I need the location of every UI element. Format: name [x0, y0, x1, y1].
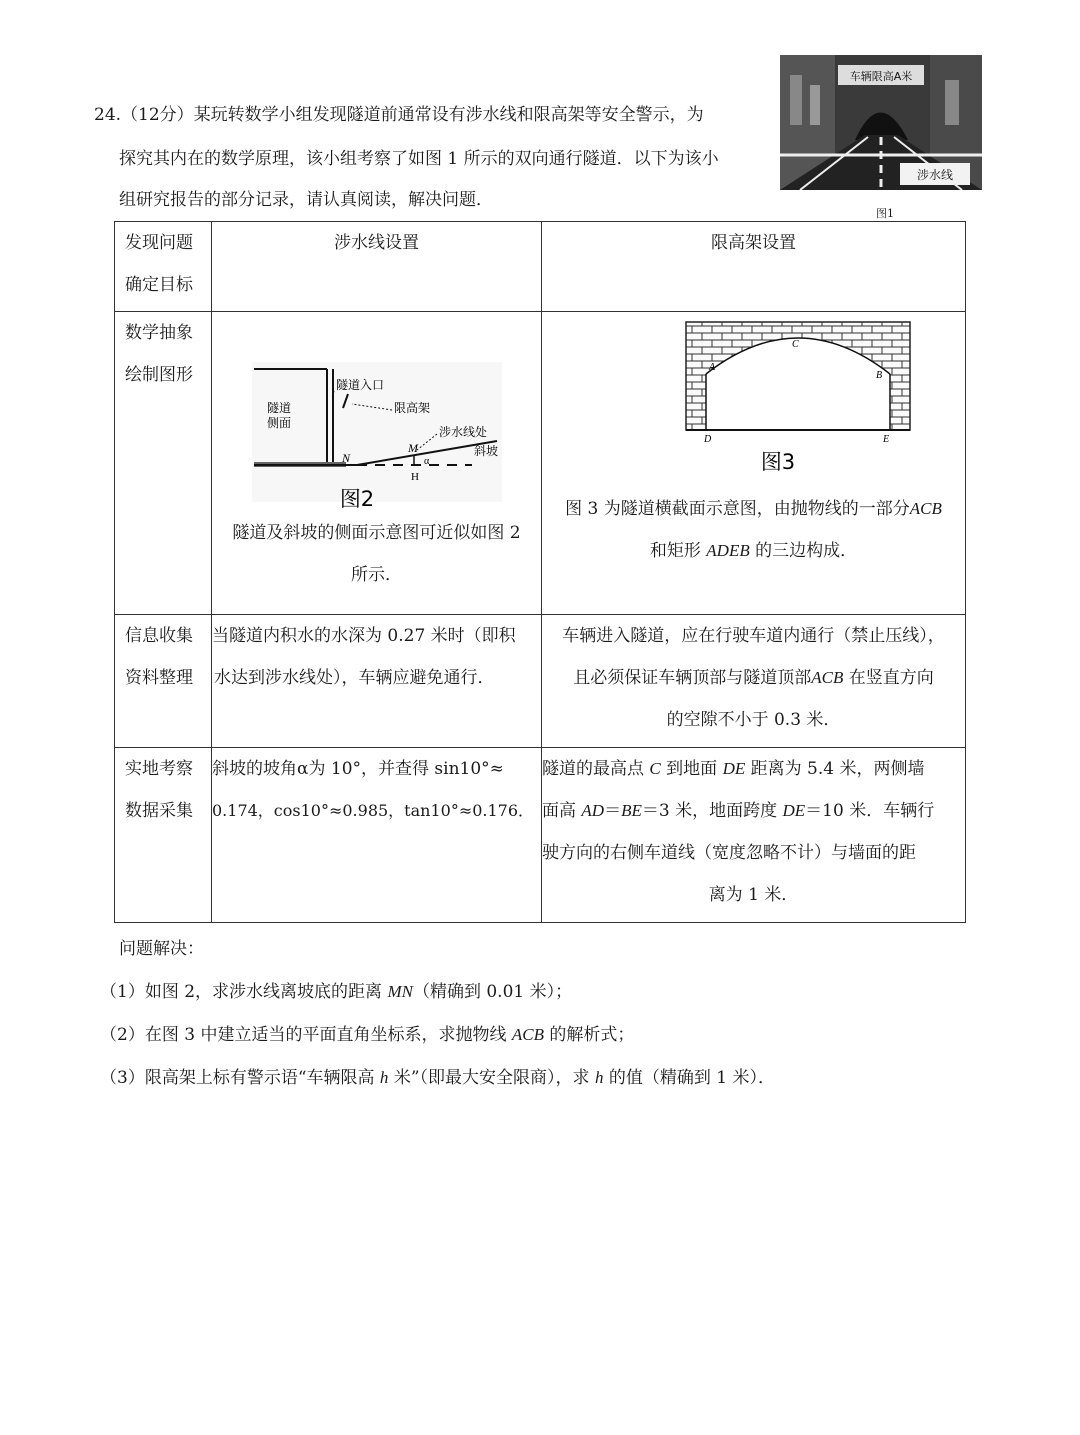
- col-header-water: 涉水线设置: [212, 222, 542, 312]
- fig2-label-tunnel-side: 隧道: [267, 401, 292, 415]
- table-row: [115, 222, 966, 312]
- table-row: [115, 615, 966, 748]
- row-head: 信息收集 资料整理: [115, 615, 212, 748]
- info-height-cell: 车辆进入隧道，应在行驶车道内通行（禁止压线）， 且必须保证车辆顶部与隧道顶部ACB 在竖直方向 的空隙不小于 0.3 米．: [542, 615, 966, 748]
- solve-title: 问题解决：: [119, 939, 204, 959]
- fig3-label-A: A: [709, 362, 716, 373]
- figure1-photo: [780, 55, 982, 190]
- question-stem-line2: 探究其内在的数学原理，该小组考察了如图 1 所示的双向通行隧道．以下为该小: [119, 149, 719, 169]
- figure2-diagram: [212, 312, 542, 512]
- fig2-label-water: 涉水线处: [439, 425, 488, 439]
- svg-text:侧面: 侧面: [267, 416, 292, 430]
- row-head: 发现问题 确定目标: [115, 222, 212, 312]
- table-row: [115, 748, 966, 923]
- fig2-title: 图2: [339, 487, 375, 511]
- fig2-label-slope: 斜坡: [474, 444, 499, 458]
- fig2-label-rack: 限高架: [394, 401, 431, 415]
- fig2-label-M: M: [408, 441, 418, 455]
- sub-question-1: （1）如图 2，求涉水线离坡底的距离 MN（精确到 0.01 米）；: [100, 982, 573, 1002]
- question-stem-line3: 组研究报告的部分记录，请认真阅读，解决问题．: [119, 190, 493, 210]
- info-water-cell: 当隧道内积水的水深为 0.27 米时（即积 水达到涉水线处），车辆应避免通行．: [212, 615, 542, 748]
- figure1-road-text: 涉水线: [916, 168, 954, 182]
- figure2-cell: [212, 312, 542, 615]
- fig3-label-B: B: [876, 370, 883, 381]
- fig3-label-C: C: [792, 339, 799, 350]
- fig2-label-alpha: α: [424, 456, 430, 467]
- question-number: 24.: [94, 105, 122, 125]
- fig3-label-D: D: [704, 434, 712, 445]
- sub-question-3: （3）限高架上标有警示语“车辆限高 h 米”（即最大安全限商），求 h 的值（精确到 1 米）．: [100, 1068, 775, 1088]
- col-header-height: 限高架设置: [542, 222, 966, 312]
- figure3-cell: [542, 312, 966, 615]
- question-score: （12分）: [121, 105, 194, 125]
- row-head: 数学抽象 绘制图形: [115, 312, 212, 615]
- figure3-diagram: [542, 312, 966, 482]
- fig3-title: 图3: [760, 450, 796, 474]
- fig3-desc-line2: 和矩形 ADEB 的三边构成．: [649, 541, 858, 561]
- figure1-sign: 车辆限高A米: [849, 70, 913, 83]
- fig2-desc-line2: 所示．: [351, 565, 402, 585]
- fig3-desc-line1: 图 3 为隧道横截面示意图，由抛物线的一部分ACB: [565, 499, 942, 519]
- fig2-label-N: N: [342, 451, 351, 465]
- fig2-label-H: H: [411, 471, 419, 483]
- research-table: [114, 221, 966, 923]
- data-water-cell: 斜坡的坡角α为 10°，并查得 sin10°≈ 0.174，cos10°≈0.985，tan10°≈0.176．: [212, 748, 542, 923]
- fig2-desc-line1: 隧道及斜坡的侧面示意图可近似如图 2: [232, 523, 521, 543]
- row-head: 实地考察 数据采集: [115, 748, 212, 923]
- figure1-caption: 图1: [876, 207, 894, 220]
- question-stem-line1: 24.（12分）某玩转数学小组发现隧道前通常设有涉水线和限高架等安全警示，为: [94, 105, 704, 125]
- data-height-cell: 隧道的最高点 C 到地面 DE 距离为 5.4 米，两侧墙 面高 AD＝BE＝3 米，地面跨度 DE＝10 米．车辆行 驶方向的右侧车道线（宽度忽略不计）与墙面的距 离为 1 米．: [542, 748, 966, 923]
- fig2-label-entrance: 隧道入口: [336, 378, 385, 392]
- table-row: [115, 312, 966, 615]
- sub-question-2: （2）在图 3 中建立适当的平面直角坐标系，求抛物线 ACB 的解析式；: [100, 1025, 635, 1045]
- fig3-label-E: E: [883, 434, 890, 445]
